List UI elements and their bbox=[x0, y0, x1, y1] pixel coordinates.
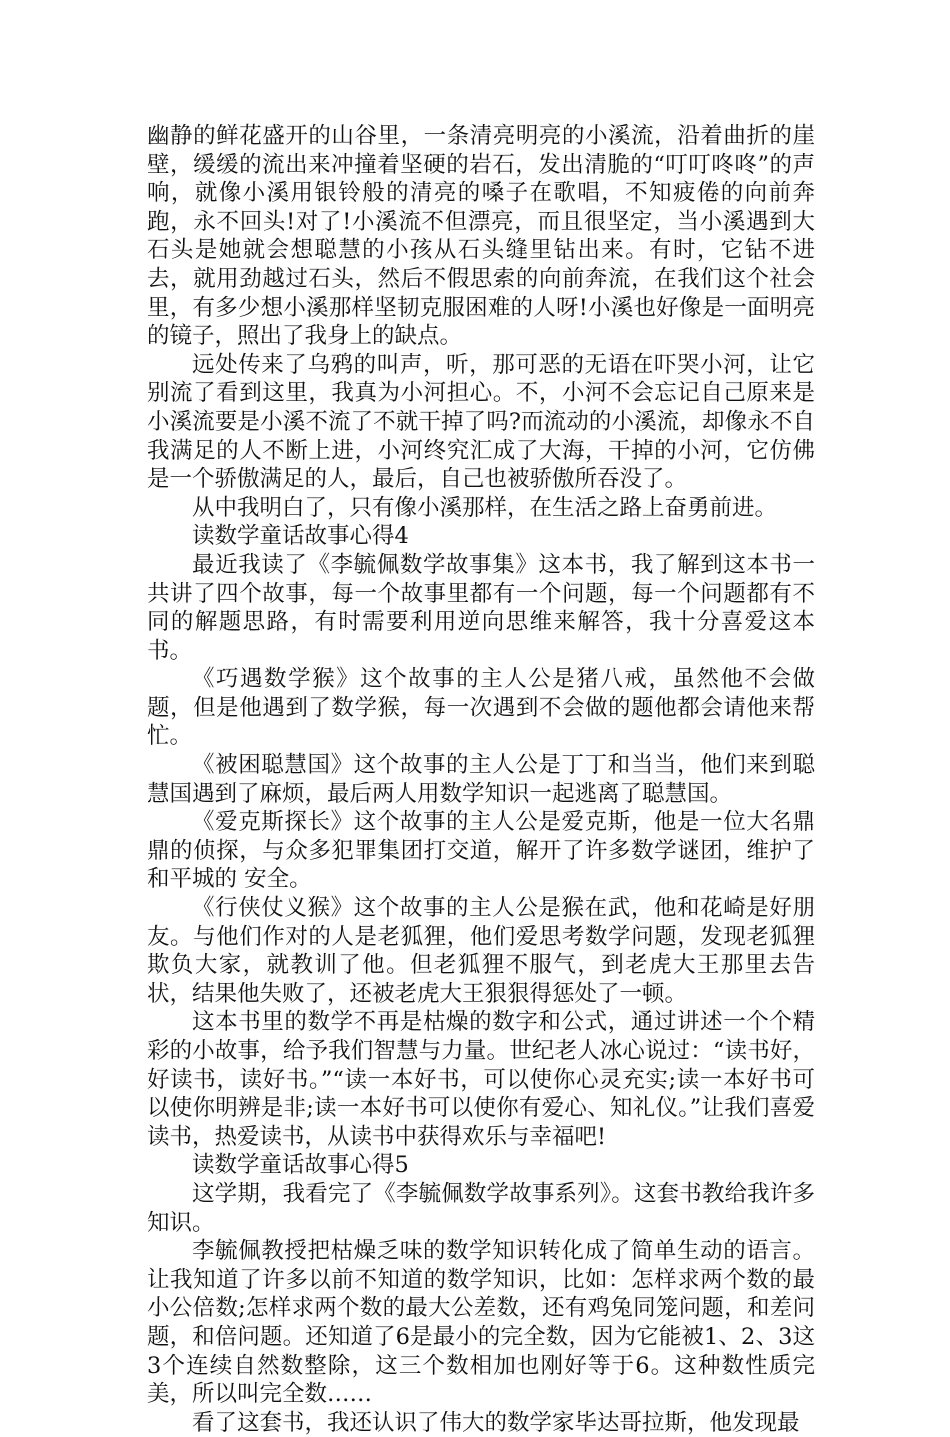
document-body bbox=[147, 122, 815, 1437]
section-heading: 读数学童话故事心得4 bbox=[192, 523, 409, 550]
paragraph: 李毓佩教授把枯燥乏味的数学知识转化成了简单生动的语言。让我知道了许多以前不知道的数学知识，比如：怎样求两个数的最小公倍数;怎样求两个数的最大公差数，还有鸡兔同笼问题，和差问题，和倍问题。还知道了6是最小的完全数，因为它能被1、2、3这3个连续自然数整除，这三个数相加也刚好等于6。这种数性质完美，所以叫完全数…… bbox=[147, 1238, 815, 1408]
paragraph: 最近我读了《李毓佩数学故事集》这本书，我了解到这本书一共讲了四个故事，每一个故事里都有一个问题，每一个问题都有不同的解题思路，有时需要利用逆向思维来解答，我十分喜爱这本书。 bbox=[147, 551, 815, 664]
paragraph: 幽静的鲜花盛开的山谷里，一条清亮明亮的小溪流，沿着曲折的崖壁，缓缓的流出来冲撞着坚硬的岩石，发出清脆的“叮叮咚咚”的声响，就像小溪用银铃般的清亮的嗓子在歌唱，不知疲倦的向前奔跑，永不回头!对了!小溪流不但漂亮，而且很坚定，当小溪遇到大石头是她就会想聪慧的小孩从石头缝里钻出来。有时，它钻不进去，就用劲越过石头，然后不假思索的向前奔流，在我们这个社会里，有多少想小溪那样坚韧克服困难的人呀!小溪也好像是一面明亮的镜子，照出了我身上的缺点。 bbox=[147, 123, 815, 350]
paragraph: 这学期，我看完了《李毓佩数学故事系列》。这套书教给我许多知识。 bbox=[147, 1180, 815, 1236]
paragraph: 《行侠仗义猴》这个故事的主人公是猴在武，他和花崎是好朋友。与他们作对的人是老狐狸，他们爱思考数学问题，发现老狐狸欺负大家，就教训了他。但老狐狸不服气，到老虎大王那里去告状，结果他失败了，还被老虎大王狠狠得惩处了一顿。 bbox=[147, 895, 815, 1007]
paragraph: 《被困聪慧国》这个故事的主人公是丁丁和当当，他们来到聪慧国遇到了麻烦，最后两人用数学知识一起逃离了聪慧国。 bbox=[147, 752, 815, 807]
paragraph: 远处传来了乌鸦的叫声，听，那可恶的无语在吓哭小河，让它别流了看到这里，我真为小河担心。不，小河不会忘记自己原来是小溪流要是小溪不流了不就干掉了吗?而流动的小溪流，却像永不自我满足的人不断上进，小河终究汇成了大海，干掉的小河，它仿佛是一个骄傲满足的人，最后，自己也被骄傲所吞没了。 bbox=[147, 351, 815, 493]
section-heading: 读数学童话故事心得5 bbox=[192, 1152, 409, 1179]
paragraph: 看了这套书，我还认识了伟大的数学家毕达哥拉斯，他发现最 bbox=[192, 1409, 800, 1436]
paragraph: 《爱克斯探长》这个故事的主人公是爱克斯，他是一位大名鼎鼎的侦探，与众多犯罪集团打交道，解开了许多数学谜团，维护了和平城的 安全。 bbox=[147, 809, 815, 893]
paragraph: 《巧遇数学猴》这个故事的主人公是猪八戒，虽然他不会做题，但是他遇到了数学猴，每一次遇到不会做的题他都会请他来帮忙。 bbox=[147, 666, 815, 750]
paragraph: 这本书里的数学不再是枯燥的数字和公式，通过讲述一个个精彩的小故事，给予我们智慧与力量。世纪老人冰心说过：“读书好，好读书，读好书。”“读一本好书，可以使你心灵充实;读一本好书可以使你明辨是非;读一本好书可以使你有爱心、知礼仪。”让我们喜爱读书，热爱读书，从读书中获得欢乐与幸福吧! bbox=[147, 1009, 815, 1150]
paragraph: 从中我明白了，只有像小溪那样，在生活之路上奋勇前进。 bbox=[192, 494, 778, 521]
